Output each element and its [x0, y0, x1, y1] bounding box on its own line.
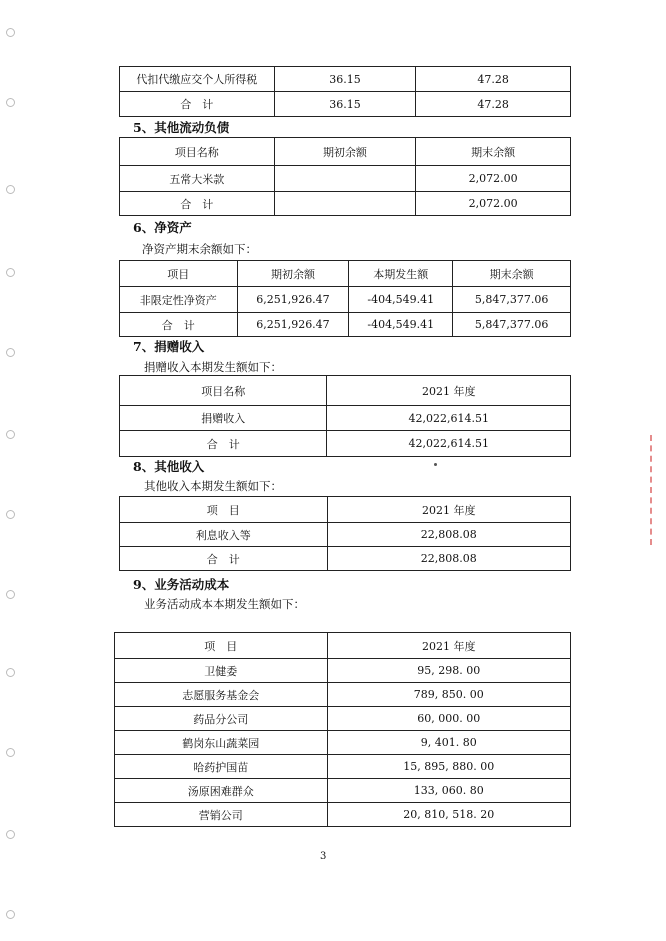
table-header-row	[120, 261, 571, 287]
row-label: 合 计	[120, 431, 327, 457]
column-header: 本期发生额	[349, 261, 453, 287]
amount: 9, 401. 80	[327, 731, 570, 755]
row-label: 合 计	[120, 192, 275, 216]
table-row	[120, 406, 571, 431]
end-balance: 2,072.00	[416, 166, 571, 192]
section-heading: 6、净资产	[133, 220, 192, 235]
row-label: 营销公司	[115, 803, 328, 827]
begin-balance: 6,251,926.47	[237, 313, 349, 337]
table-row	[120, 67, 571, 92]
row-label: 哈药护国苗	[115, 755, 328, 779]
punch-hole	[6, 590, 15, 599]
table-row	[120, 547, 571, 571]
table-header-row	[120, 376, 571, 406]
row-label: 非限定性净资产	[120, 287, 238, 313]
punch-hole	[6, 430, 15, 439]
table-row	[120, 313, 571, 337]
table-row	[120, 431, 571, 457]
table-row	[120, 92, 571, 117]
begin-balance	[274, 166, 416, 192]
amount: 60, 000. 00	[327, 707, 570, 731]
column-header: 项目名称	[120, 376, 327, 406]
row-label: 志愿服务基金会	[115, 683, 328, 707]
period-change: -404,549.41	[349, 313, 453, 337]
section-heading: 9、业务活动成本	[133, 577, 230, 592]
punch-hole	[6, 98, 15, 107]
begin-balance: 36.15	[274, 67, 416, 92]
column-header: 2021 年度	[327, 633, 570, 659]
punch-hole	[6, 348, 15, 357]
scan-speck	[434, 463, 437, 466]
section-intro: 业务活动成本本期发生额如下：	[144, 597, 305, 611]
table-row	[115, 659, 571, 683]
amount: 95, 298. 00	[327, 659, 570, 683]
table-row	[115, 707, 571, 731]
column-header: 项目名称	[120, 138, 275, 166]
section-intro: 其他收入本期发生额如下：	[144, 479, 282, 493]
row-label: 卫健委	[115, 659, 328, 683]
row-label: 合 计	[120, 547, 328, 571]
column-header: 期初余额	[274, 138, 416, 166]
row-label: 代扣代缴应交个人所得税	[120, 67, 275, 92]
section-heading: 7、捐赠收入	[133, 339, 205, 354]
end-balance: 2,072.00	[416, 192, 571, 216]
column-header: 期初余额	[237, 261, 349, 287]
punch-hole	[6, 268, 15, 277]
section-intro: 净资产期末余额如下：	[142, 242, 257, 256]
column-header: 期末余额	[453, 261, 571, 287]
end-balance: 5,847,377.06	[453, 313, 571, 337]
amount: 15, 895, 880. 00	[327, 755, 570, 779]
section-intro: 捐赠收入本期发生额如下：	[144, 360, 282, 374]
table-row	[115, 683, 571, 707]
table-row	[115, 731, 571, 755]
other-current-liabilities-table	[119, 137, 571, 216]
seal-stamp-fragment	[650, 435, 666, 545]
row-label: 汤原困难群众	[115, 779, 328, 803]
table-row	[115, 779, 571, 803]
amount: 20, 810, 518. 20	[327, 803, 570, 827]
row-label: 合 计	[120, 92, 275, 117]
punch-hole	[6, 668, 15, 677]
end-balance: 47.28	[416, 92, 571, 117]
business-activity-cost-table	[114, 632, 571, 827]
punch-hole	[6, 910, 15, 919]
punch-hole	[6, 28, 15, 37]
row-label: 捐赠收入	[120, 406, 327, 431]
begin-balance: 6,251,926.47	[237, 287, 349, 313]
period-change: -404,549.41	[349, 287, 453, 313]
amount: 133, 060. 80	[327, 779, 570, 803]
column-header: 项 目	[120, 497, 328, 523]
table-row	[120, 192, 571, 216]
table-header-row	[120, 138, 571, 166]
column-header: 项 目	[115, 633, 328, 659]
row-label: 五常大米款	[120, 166, 275, 192]
row-label: 合 计	[120, 313, 238, 337]
end-balance: 47.28	[416, 67, 571, 92]
donation-income-table	[119, 375, 571, 457]
section-heading: 8、其他收入	[133, 459, 205, 474]
column-header: 2021 年度	[327, 497, 571, 523]
row-label: 鹤岗东山蔬菜园	[115, 731, 328, 755]
punch-hole	[6, 510, 15, 519]
other-income-table	[119, 496, 571, 571]
amount: 42,022,614.51	[327, 406, 571, 431]
end-balance: 5,847,377.06	[453, 287, 571, 313]
amount: 42,022,614.51	[327, 431, 571, 457]
table-row	[120, 287, 571, 313]
begin-balance: 36.15	[274, 92, 416, 117]
table-header-row	[120, 497, 571, 523]
table-row	[115, 755, 571, 779]
amount: 22,808.08	[327, 547, 571, 571]
begin-balance	[274, 192, 416, 216]
column-header: 期末余额	[416, 138, 571, 166]
punch-hole	[6, 830, 15, 839]
punch-hole	[6, 748, 15, 757]
column-header: 2021 年度	[327, 376, 571, 406]
row-label: 利息收入等	[120, 523, 328, 547]
row-label: 药品分公司	[115, 707, 328, 731]
net-assets-table	[119, 260, 571, 337]
column-header: 项目	[120, 261, 238, 287]
table-row	[115, 803, 571, 827]
table-header-row	[115, 633, 571, 659]
table-row	[120, 166, 571, 192]
tax-table	[119, 66, 571, 117]
amount: 22,808.08	[327, 523, 571, 547]
page-number: 3	[320, 851, 327, 862]
amount: 789, 850. 00	[327, 683, 570, 707]
table-row	[120, 523, 571, 547]
punch-hole	[6, 185, 15, 194]
section-heading: 5、其他流动负债	[133, 120, 230, 135]
